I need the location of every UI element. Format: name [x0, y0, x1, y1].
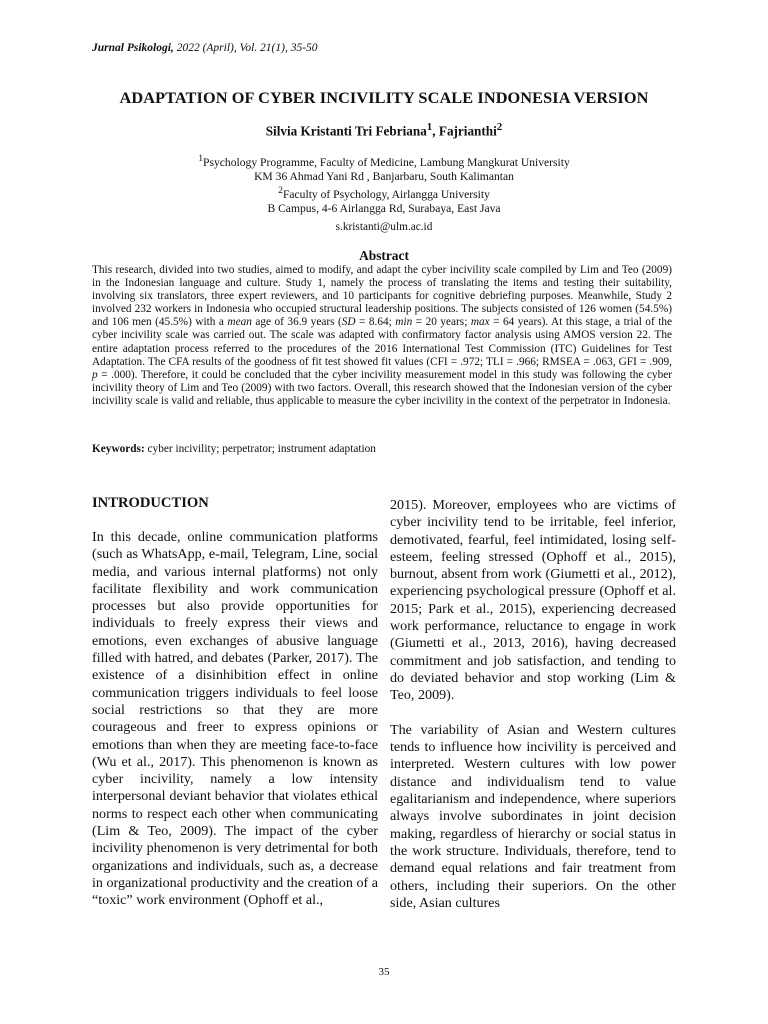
keywords — [92, 443, 376, 455]
abstract-max-label: max — [470, 316, 490, 329]
paper-title: ADAPTATION OF CYBER INCIVILITY SCALE INDONESIA VERSION — [119, 88, 649, 107]
right-column — [390, 497, 676, 912]
affiliation-1-address: KM 36 Ahmad Yani Rd , Banjarbaru, South Kalimantan — [254, 170, 514, 184]
affiliation-2-mark: 2 — [278, 185, 283, 197]
affiliation-1-mark: 1 — [198, 153, 204, 164]
author-1: Silvia Kristanti Tri Febriana — [265, 123, 427, 139]
abstract-min-label: min — [395, 316, 413, 329]
left-column — [92, 529, 378, 910]
affiliation-1-text: Psychology Programme, Faculty of Medicine, Lambung Mangkurat University — [203, 155, 570, 169]
abstract-heading: Abstract — [359, 248, 409, 263]
author-separator: , — [432, 123, 439, 139]
intro-paragraph-2: 2015). Moreover, employees who are victims of cyber incivility tend to be irritable, feel inferior, demotivated, fearful, feel intimidated, losing self-esteem, feeling stressed (Ophoff et al., 2015), burnout, absent from work (Giumetti et al., 2012), experiencing psychological pressure (Ophoff et al. 2015; Park et al., 2015), experiencing decreased work performance, reluctance to engage in work (Giumetti et al., 2013, 2016), having decreased commitment and job satisfaction, and tending to do deviated behavior and stop working (Lim & Teo, 2009). — [390, 497, 676, 704]
abstract-text-4: = 20 years; — [412, 316, 471, 329]
journal-name: Jurnal Psikologi, — [92, 42, 174, 54]
abstract-body — [92, 264, 672, 408]
running-head — [92, 42, 318, 54]
affiliation-2 — [0, 184, 768, 202]
affiliations — [0, 152, 768, 217]
abstract-p-label: p — [92, 368, 98, 381]
page-number: 35 — [378, 966, 390, 978]
abstract-sd-label: SD — [341, 316, 356, 329]
affiliation-2-text: Faculty of Psychology, Airlangga University — [282, 188, 490, 202]
intro-paragraph-3: The variability of Asian and Western cultures tends to influence how incivility is perceived and interpreted. Western cultures with low power distance and individualism tend to value egalitarianism and independence, where superiors always involve subordinates in joint decision making, regardless of hierarchy or social status in the work structure. Individuals, therefore, tend to demand equal relations and fair treatment from others, including their superiors. On the other side, Asian cultures — [390, 721, 676, 911]
corresponding-email: s.kristanti@ulm.ac.id — [335, 221, 433, 233]
abstract-text-5: = 64 years). At this stage, a trial of the cyber incivility scale was carried out. The scale was adapted with confirmatory factor analysis using AMOS version 22. The entire adaptation process referred to the procedures of the 2016 International Test Commission (ITC) Guidelines for Test Adaptation. The CFA results of the goodness of fit test showed fit values (CFI = .972; TLI = .966; RMSEA = .063, GFI = .909, — [92, 316, 673, 368]
author-list — [0, 121, 768, 139]
introduction-heading: INTRODUCTION — [92, 495, 209, 511]
journal-issue: 2022 (April), Vol. 21(1), 35-50 — [173, 42, 318, 54]
keywords-label: Keywords: — [92, 443, 145, 455]
abstract-mean-label: mean — [227, 316, 252, 329]
author-2-affiliation-mark: 2 — [496, 121, 503, 133]
affiliation-1 — [0, 152, 768, 170]
intro-paragraph-1: In this decade, online communication platforms (such as WhatsApp, e-mail, Telegram, Line, social media, and various internal platforms) not only facilitate flexibility and work communication processes but also provide opportunities for individuals to freely express their views and emotions, even exchanges of abusive language filled with hatred, and debates (Parker, 2017). The existence of a disinhibition effect in online communication triggers individuals to feel loose social restrictions so that they are more courageous and freer to express opinions or emotions than when they are meeting face-to-face (Wu et al., 2017). This phenomenon is known as cyber incivility, namely a low intensity interpersonal deviant behavior that violates ethical norms to respect each other when communicating (Lim & Teo, 2009). The impact of the cyber incivility phenomenon is very detrimental for both organizations and individuals, such as, a decrease in organizational productivity and the creation of a “toxic” work environment (Ophoff et al., — [92, 529, 378, 909]
abstract-text-2: age of 36.9 years ( — [251, 316, 342, 329]
author-2: Fajrianthi — [438, 123, 497, 139]
keywords-text: cyber incivility; perpetrator; instrument adaptation — [144, 443, 376, 455]
abstract-text-6: = .000). Therefore, it could be concluded that the cyber incivility measurement model in this study was following the cyber incivility theory of Lim and Teo (2009) with two factors. Overall, this research showed that the Indonesian version of the cyber incivility scale is valid and reliable, thus applicable to measure the cyber incivility in the context of the perpetrator in Indonesia. — [92, 368, 672, 407]
abstract-text-3: = 8.64; — [355, 316, 396, 329]
affiliation-2-address: B Campus, 4-6 Airlangga Rd, Surabaya, East Java — [267, 202, 501, 216]
abstract-text-1: This research, divided into two studies, aimed to modify, and adapt the cyber incivility scale compiled by Lim and Teo (2009) in the Indonesian language and culture. Study 1, namely the process of translating the items and testing their suitability, involving six translators, three expert reviewers, and 10 participants for cognitive debriefing purposes. Meanwhile, Study 2 involved 232 workers in Indonesia who occupied structural leadership positions. The subjects consisted of 126 women (54.5%) and 106 men (45.5%) with a — [92, 264, 672, 329]
author-1-affiliation-mark: 1 — [426, 121, 433, 133]
